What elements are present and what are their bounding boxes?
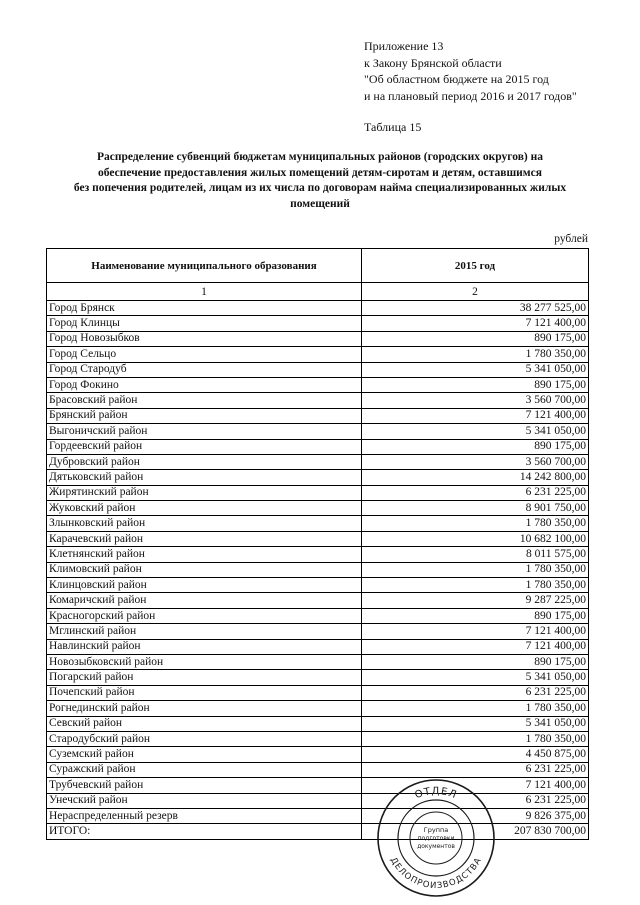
table-row: [47, 654, 589, 669]
table-row: [47, 393, 589, 408]
subsidy-amount: 1 780 350,00: [362, 701, 589, 716]
subsidy-amount: 7 121 400,00: [362, 624, 589, 639]
municipality-name: Унечский район: [47, 793, 362, 808]
municipality-name: Рогнединский район: [47, 701, 362, 716]
subsidy-amount: 6 231 225,00: [362, 762, 589, 777]
header-name: Наименование муниципального образования: [47, 249, 362, 283]
municipality-name: Севский район: [47, 716, 362, 731]
municipality-name: Стародубский район: [47, 731, 362, 746]
document-title: [40, 150, 600, 212]
title-line-4: помещений: [290, 197, 350, 210]
subsidy-amount: 7 121 400,00: [362, 316, 589, 331]
subsidy-amount: 890 175,00: [362, 331, 589, 346]
subsidy-amount: 9 287 225,00: [362, 593, 589, 608]
municipality-name: Навлинский район: [47, 639, 362, 654]
municipality-name: Гордеевский район: [47, 439, 362, 454]
table-row: [47, 347, 589, 362]
subsidy-amount: 7 121 400,00: [362, 778, 589, 793]
subsidy-amount: 1 780 350,00: [362, 562, 589, 577]
table-row: [47, 439, 589, 454]
stamp-text-center-2: подготовки: [417, 835, 455, 842]
subsidy-amount: 14 242 800,00: [362, 470, 589, 485]
title-line-1: Распределение субвенций бюджетам муниципальных районов (городских округов) на: [96, 151, 543, 163]
municipality-name: Клетнянский район: [47, 547, 362, 562]
municipality-name: Новозыбковский район: [47, 654, 362, 669]
municipality-name: Брасовский район: [47, 393, 362, 408]
municipality-name: Жуковский район: [47, 501, 362, 516]
subsidy-amount: 1 780 350,00: [362, 578, 589, 593]
table-row: [47, 793, 589, 808]
table-row: [47, 778, 589, 793]
municipality-name: Суражский район: [47, 762, 362, 777]
table-row: [47, 301, 589, 316]
unit-label: рублей: [554, 233, 588, 245]
annex-line-4: и на плановый период 2016 и 2017 годов": [364, 88, 577, 103]
stamp-text-bottom: ДЕЛОПРОИЗВОДСТВА: [387, 855, 485, 892]
municipality-name: Карачевский район: [47, 531, 362, 546]
municipality-name: Город Новозыбков: [47, 331, 362, 346]
subsidy-amount: 8 901 750,00: [362, 501, 589, 516]
municipality-name: Город Сельцо: [47, 347, 362, 362]
table-row: [47, 824, 589, 839]
subsidy-amount: 890 175,00: [362, 439, 589, 454]
table-row: [47, 501, 589, 516]
municipality-name: Погарский район: [47, 670, 362, 685]
table-row: [47, 762, 589, 777]
table-row: [47, 424, 589, 439]
municipality-name: Город Клинцы: [47, 316, 362, 331]
table-row: [47, 808, 589, 823]
municipality-name: Почепский район: [47, 685, 362, 700]
subsidy-amount: 9 826 375,00: [362, 808, 589, 823]
annex-header: [364, 38, 577, 104]
subsidy-amount: 6 231 225,00: [362, 793, 589, 808]
municipality-name: Трубчевский район: [47, 778, 362, 793]
table-header-row: [47, 249, 589, 283]
municipality-name: Город Брянск: [47, 301, 362, 316]
municipality-name: Злынковский район: [47, 516, 362, 531]
municipality-name: Красногорский район: [47, 608, 362, 623]
subsidy-amount: 3 560 700,00: [362, 454, 589, 469]
table-row: [47, 747, 589, 762]
subsidy-amount: 7 121 400,00: [362, 408, 589, 423]
column-number-2: 2: [362, 283, 589, 301]
table-row: [47, 516, 589, 531]
subsidy-amount: 1 780 350,00: [362, 347, 589, 362]
subsidy-amount: 8 011 575,00: [362, 547, 589, 562]
subsidy-amount: 4 450 875,00: [362, 747, 589, 762]
subsidy-amount: 5 341 050,00: [362, 362, 589, 377]
column-number-1: 1: [47, 283, 362, 301]
municipality-name: Нераспределенный резерв: [47, 808, 362, 823]
table-row: [47, 562, 589, 577]
subsidy-amount: 5 341 050,00: [362, 424, 589, 439]
subsidy-amount: 6 231 225,00: [362, 685, 589, 700]
subsidy-amount: 10 682 100,00: [362, 531, 589, 546]
title-line-2: обеспечение предоставления жилых помещений детям-сиротам и детям, оставшимся: [98, 166, 542, 179]
municipality-name: Город Стародуб: [47, 362, 362, 377]
municipality-name: Дубровский район: [47, 454, 362, 469]
table-row: [47, 408, 589, 423]
table-row: [47, 470, 589, 485]
title-line-3: без попечения родителей, лицам из их числа по договорам найма специализированных жилых: [73, 182, 567, 194]
table-row: [47, 624, 589, 639]
header-year: 2015 год: [362, 249, 589, 283]
subsidy-amount: 890 175,00: [362, 608, 589, 623]
subsidy-amount: 3 560 700,00: [362, 393, 589, 408]
table-row: [47, 685, 589, 700]
table-row: [47, 454, 589, 469]
subsidy-amount: 5 341 050,00: [362, 670, 589, 685]
table-row: [47, 670, 589, 685]
annex-line-2: к Закону Брянской области: [364, 55, 502, 70]
table-row: [47, 593, 589, 608]
municipality-name: Жирятинский район: [47, 485, 362, 500]
stamp-text-center-1: Группа: [423, 826, 449, 834]
table-row: [47, 316, 589, 331]
municipality-name: Климовский район: [47, 562, 362, 577]
municipality-name: Дятьковский район: [47, 470, 362, 485]
subsidy-amount: 38 277 525,00: [362, 301, 589, 316]
municipality-name: Клинцовский район: [47, 578, 362, 593]
municipality-name: Брянский район: [47, 408, 362, 423]
table-row: [47, 331, 589, 346]
annex-line-1: Приложение 13: [364, 39, 444, 53]
table-row: [47, 716, 589, 731]
subsidy-amount: 1 780 350,00: [362, 516, 589, 531]
subsidy-amount: 890 175,00: [362, 377, 589, 392]
table-row: [47, 701, 589, 716]
subsidy-amount: 6 231 225,00: [362, 485, 589, 500]
column-number-row: [47, 283, 589, 301]
table-body: [47, 301, 589, 840]
subsidy-amount: 890 175,00: [362, 654, 589, 669]
subsidy-amount: 5 341 050,00: [362, 716, 589, 731]
municipality-name: Комаричский район: [47, 593, 362, 608]
municipality-name: Мглинский район: [47, 624, 362, 639]
table-row: [47, 531, 589, 546]
table-row: [47, 608, 589, 623]
subsidy-amount: 207 830 700,00: [362, 824, 589, 839]
municipality-name: Город Фокино: [47, 377, 362, 392]
table-row: [47, 547, 589, 562]
table-row: [47, 377, 589, 392]
table-row: [47, 731, 589, 746]
annex-line-3: "Об областном бюджете на 2015 год: [364, 72, 549, 86]
table-row: [47, 578, 589, 593]
subsidy-amount: 7 121 400,00: [362, 639, 589, 654]
subsidy-table: [46, 248, 589, 840]
table-row: [47, 362, 589, 377]
municipality-name: Выгоничский район: [47, 424, 362, 439]
stamp-text-center-3: документов: [417, 843, 455, 850]
municipality-name: ИТОГО:: [47, 824, 362, 839]
round-stamp: [374, 776, 498, 900]
municipality-name: Суземский район: [47, 747, 362, 762]
subsidy-amount: 1 780 350,00: [362, 731, 589, 746]
table-row: [47, 639, 589, 654]
stamp-text-top: ОТДЕЛ: [413, 785, 459, 802]
table-number: Таблица 15: [364, 120, 422, 134]
table-row: [47, 485, 589, 500]
